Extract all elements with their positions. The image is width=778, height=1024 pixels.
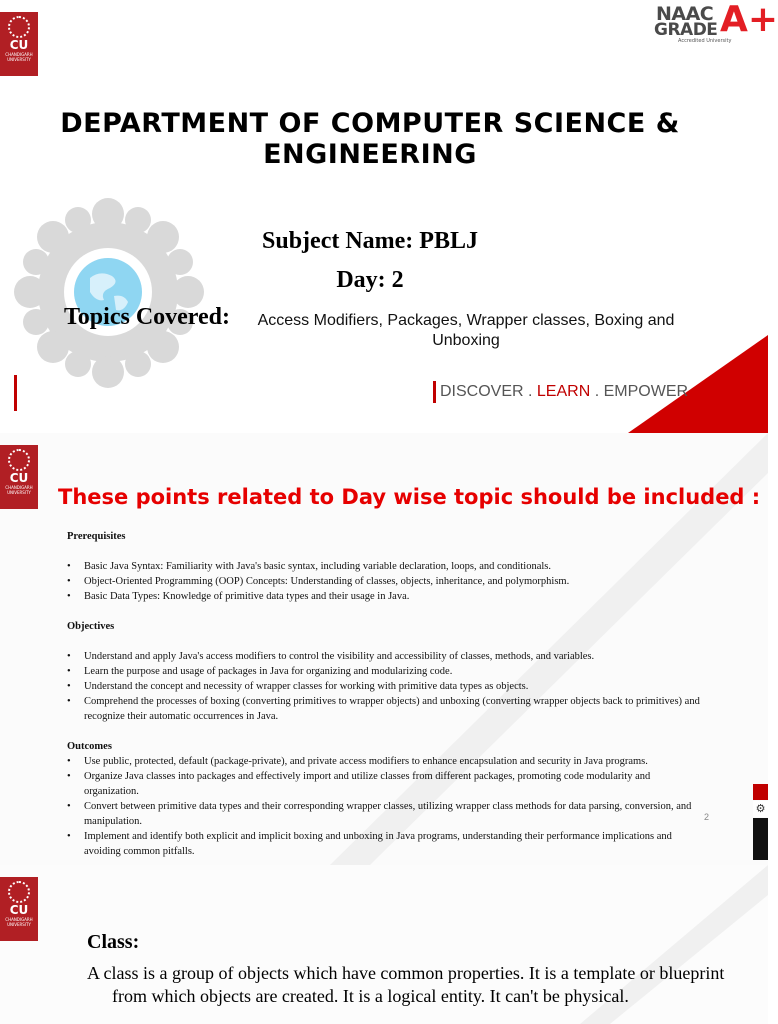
subject-name: Subject Name: PBLJ [262,228,478,254]
tagline-learn: LEARN [536,383,591,400]
prerequisites-heading: Prerequisites [67,531,126,542]
side-tab-gear-icon: ⚙ [753,801,768,817]
list-item: • Learn the purpose and usage of packages in Java for organizing and modularizing code. [67,664,707,679]
cu-logo-text: CU [9,471,29,485]
tagline-empower: . EMPOWER [590,383,689,400]
list-item: • Implement and identify both explicit and implicit boxing and unboxing in Java programs, understanding their performance implications and avoiding common pitfalls. [67,829,707,859]
slide-heading: These points related to Day wise topic should be included : [58,485,761,509]
tagline-discover: DISCOVER . [440,383,537,400]
outcomes-heading: Outcomes [67,741,112,752]
list-item: • Comprehend the processes of boxing (converting primitives to wrapper objects) and unboxing (converting wrapper objects back to primitives) and recognize their automatic occurrences in Java. [67,694,707,724]
objectives-heading: Objectives [67,621,115,632]
naac-accredited-text: Accredited University [678,38,732,44]
topics-covered-label: Topics Covered: [64,304,231,330]
cu-seal-icon [8,881,30,903]
gear-globe-icon [2,196,214,396]
cu-logo [0,877,38,941]
list-item: • Understand the concept and necessity of wrapper classes for working with primitive data types as objects. [67,679,707,694]
cu-logo-text: CU [9,903,29,917]
accent-bar [14,375,17,411]
tagline [433,381,688,403]
list-item: • Organize Java classes into packages and effectively import and utilize classes from different packages, promoting code modularity and organization. [67,769,707,799]
side-tab-red [753,784,768,800]
day-label: Day: 2 [336,267,404,293]
topics-covered-text: Access Modifiers, Packages, Wrapper classes, Boxing and Unboxing [257,312,675,349]
cu-logo-university: CHANDIGARH UNIVERSITY [5,485,33,495]
cu-seal-icon [8,16,30,38]
naac-logo [654,0,778,45]
slide-overview [0,433,768,865]
cu-logo [0,445,38,509]
outcomes-list [67,754,710,859]
objectives-list [67,649,707,724]
department-title: DEPARTMENT OF COMPUTER SCIENCE & ENGINEERING [60,108,680,170]
side-tab-dark [753,818,768,860]
class-definition: A class is a group of objects which have common properties. It is a template or blueprint from which objects are created. It is a logical entity. It can't be physical. [87,963,725,1006]
cu-logo [0,12,38,76]
cu-seal-icon [8,449,30,471]
slide-class [0,865,768,1024]
list-item: • Convert between primitive data types and their corresponding wrapper classes, utilizing wrapper class methods for data parsing, conversion, and manipulation. [67,799,707,829]
list-item: • Understand and apply Java's access modifiers to control the visibility and accessibility of classes, methods, and variables. [67,649,707,664]
list-item: • Object-Oriented Programming (OOP) Concepts: Understanding of classes, objects, inheritance, and polymorphism. [67,574,707,589]
cu-logo-text: CU [9,38,29,52]
page-number: 2 [704,812,710,822]
list-item: • Use public, protected, default (package-private), and private access modifiers to enhance encapsulation and security in Java programs. [67,754,707,769]
naac-grade-badge: A+ [720,0,778,40]
cu-logo-university: CHANDIGARH UNIVERSITY [5,52,33,62]
cu-logo-university: CHANDIGARH UNIVERSITY [5,917,33,927]
slide-title [0,0,778,433]
list-item: • Basic Data Types: Knowledge of primitive data types and their usage in Java. [67,589,707,604]
naac-text: NAAC [656,3,714,25]
naac-grade-text: GRADE [654,20,718,40]
slide-content [67,529,710,859]
prerequisites-list [67,559,707,604]
class-heading: Class: [87,931,140,953]
list-item: • Basic Java Syntax: Familiarity with Java's basic syntax, including variable declaration, loops, and conditionals. [67,559,707,574]
